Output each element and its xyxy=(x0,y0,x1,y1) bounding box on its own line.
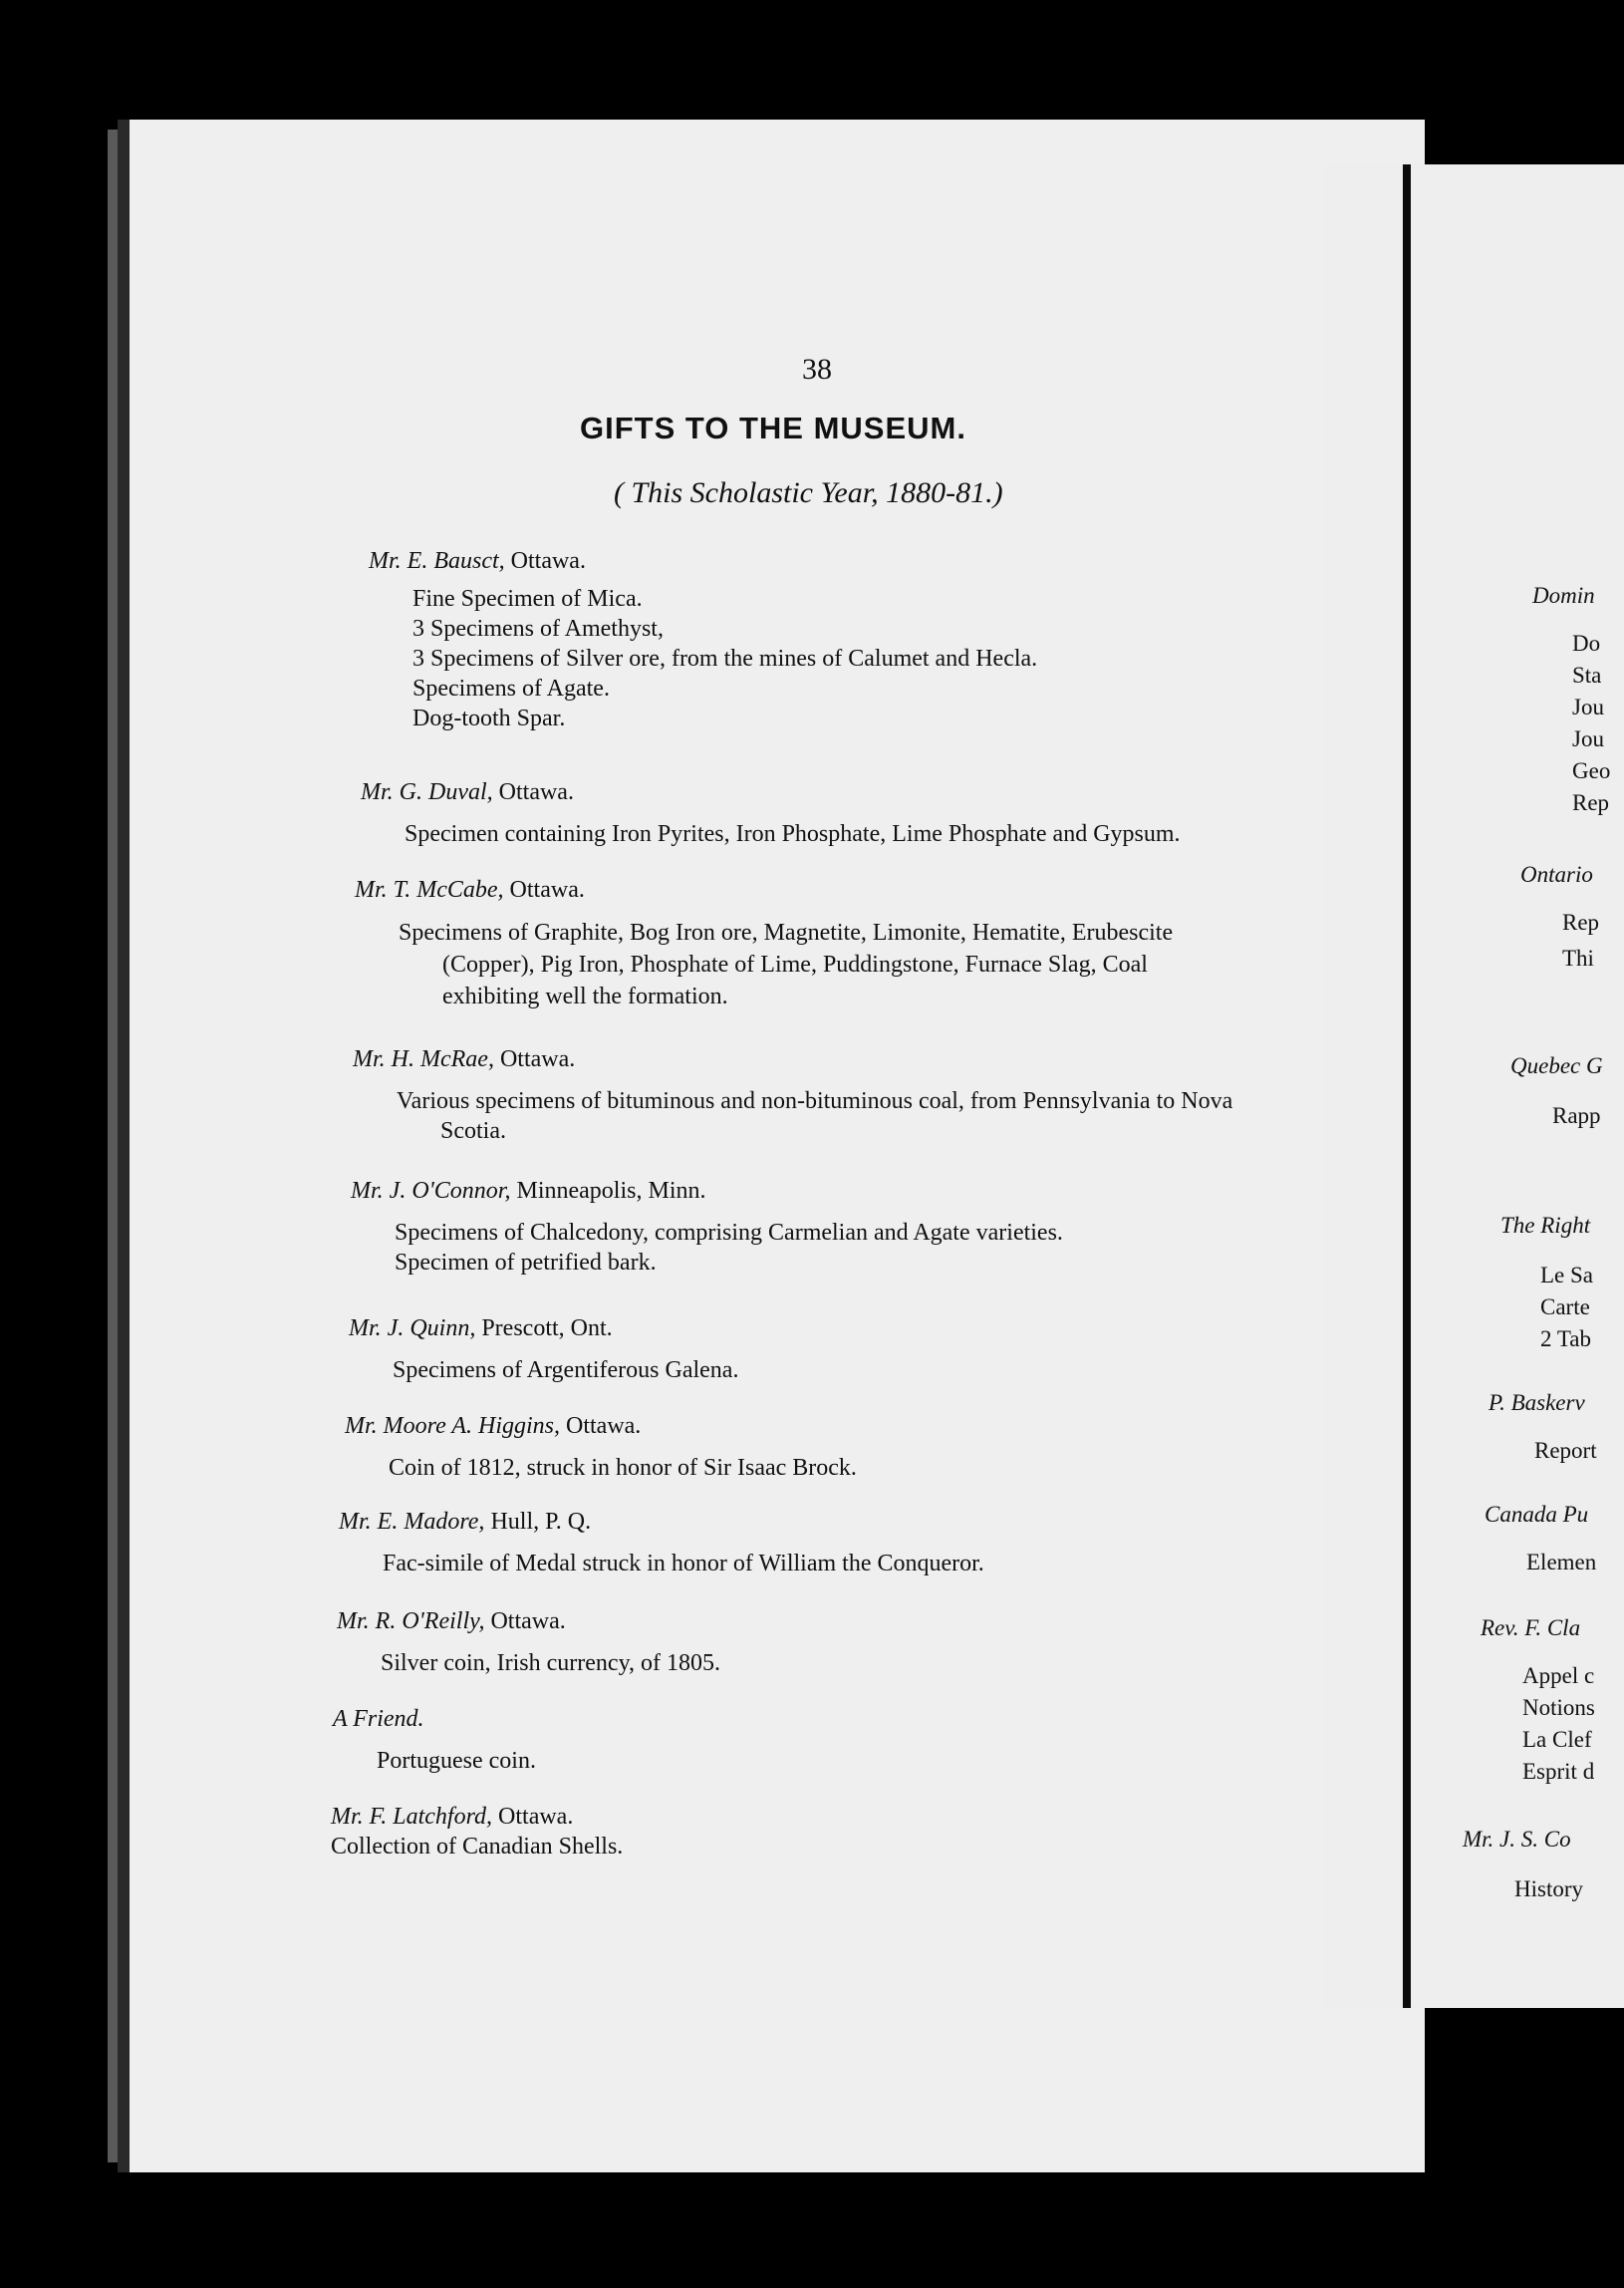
donor-name: Mr. J. Quinn, xyxy=(349,1315,476,1341)
gift-entry xyxy=(369,546,1265,733)
right-page-line: La Clef xyxy=(1522,1727,1592,1752)
gift-entry xyxy=(361,777,1277,849)
gutter-line xyxy=(1403,164,1411,2008)
donor-name: Mr. Moore A. Higgins, xyxy=(345,1413,560,1439)
gift-entry xyxy=(345,1411,1241,1483)
gift-item: Specimens of Graphite, Bog Iron ore, Magnetite, Limonite, Hematite, Erubescite (Copper), Pig Iron, Phosphate of Lime, Puddingstone, Furnace Slag, Coal exhibiting well the formation. xyxy=(399,920,1174,1009)
gift-item: 3 Specimens of Amethyst, xyxy=(412,616,664,642)
gift-item: Specimens of Chalcedony, comprising Carmelian and Agate varieties. xyxy=(395,1220,1063,1246)
donor-name: Mr. G. Duval, xyxy=(361,779,493,805)
donor-place: Prescott, Ont. xyxy=(475,1315,613,1341)
donor-name: Mr. T. McCabe, xyxy=(355,877,504,903)
right-page-line: The Right xyxy=(1500,1213,1591,1238)
gift-item: Silver coin, Irish currency, of 1805. xyxy=(381,1650,721,1676)
right-page-line: Le Sa xyxy=(1540,1263,1594,1287)
gift-item: Coin of 1812, struck in honor of Sir Isaac Brock. xyxy=(389,1455,857,1481)
gift-entry xyxy=(331,1802,1227,1861)
gift-item: Dog-tooth Spar. xyxy=(412,706,566,731)
page-subtitle: ( This Scholastic Year, 1880-81.) xyxy=(614,476,1003,509)
gift-item: Fine Specimen of Mica. xyxy=(412,586,643,612)
gift-item: Various specimens of bituminous and non-bituminous coal, from Pennsylvania to Nova Scotia. xyxy=(397,1088,1233,1144)
gift-item: Specimens of Argentiferous Galena. xyxy=(393,1357,739,1383)
gift-entry xyxy=(339,1507,1255,1578)
donor-name: Mr. E. Madore, xyxy=(339,1509,485,1535)
donor-place: Ottawa. xyxy=(504,548,586,574)
donor-place: Ottawa. xyxy=(492,779,574,805)
right-page-line: P. Baskerv xyxy=(1489,1390,1585,1415)
right-page-line: Esprit d xyxy=(1522,1759,1595,1784)
right-page-line: Rapp xyxy=(1552,1103,1601,1128)
donor-name: Mr. R. O'Reilly, xyxy=(337,1608,485,1634)
gift-item: Specimen containing Iron Pyrites, Iron Phosphate, Lime Phosphate and Gypsum. xyxy=(405,821,1181,847)
right-page-line: Elemen xyxy=(1526,1550,1597,1574)
gift-entry xyxy=(353,1044,1249,1146)
page-title: GIFTS TO THE MUSEUM. xyxy=(580,411,966,445)
donor-name: Mr. H. McRae, xyxy=(353,1046,494,1072)
right-page-line: Jou xyxy=(1572,726,1604,751)
gift-entry xyxy=(349,1313,1245,1385)
right-page-line: Report xyxy=(1534,1438,1597,1463)
donor-place: Ottawa. xyxy=(484,1608,566,1634)
gift-entry xyxy=(337,1606,1233,1678)
gift-entry xyxy=(333,1704,1229,1776)
donor-name: Mr. F. Latchford, xyxy=(331,1804,493,1830)
donor-name: Mr. E. Bausct, xyxy=(369,548,505,574)
donor-place: Ottawa. xyxy=(560,1413,642,1439)
donor-name: A Friend. xyxy=(333,1706,424,1732)
donor-place: Hull, P. Q. xyxy=(484,1509,592,1535)
right-page-line: Carte xyxy=(1540,1294,1590,1319)
right-page-line: Ontario xyxy=(1520,862,1593,887)
donor-place: Minneapolis, Minn. xyxy=(510,1178,706,1204)
right-page-line: Sta xyxy=(1572,663,1602,688)
right-page-line: Rep xyxy=(1562,910,1600,935)
donor-place: Ottawa. xyxy=(492,1804,574,1830)
gift-entry xyxy=(355,875,1231,1012)
gift-entry xyxy=(351,1176,1247,1278)
gift-item: Fac-simile of Medal struck in honor of William the Conqueror. xyxy=(383,1551,984,1576)
right-page-column xyxy=(1413,164,1612,2008)
gift-item: Portuguese coin. xyxy=(377,1748,536,1774)
donor-place: Ottawa. xyxy=(493,1046,576,1072)
donor-name: Mr. J. O'Connor, xyxy=(351,1178,511,1204)
right-page-line: Jou xyxy=(1572,695,1604,719)
right-page-line: History xyxy=(1514,1876,1583,1901)
right-page-line: Domin xyxy=(1532,583,1595,608)
right-page-line: Thi xyxy=(1562,946,1594,971)
donor-place: Ottawa. xyxy=(503,877,585,903)
right-page-line: Quebec G xyxy=(1510,1053,1603,1078)
right-page-line: Mr. J. S. Co xyxy=(1463,1827,1571,1852)
page-edge xyxy=(108,130,118,2162)
right-page-line: Canada Pu xyxy=(1485,1502,1589,1527)
page-number: 38 xyxy=(802,353,832,386)
gift-item: 3 Specimens of Silver ore, from the mines of Calumet and Hecla. xyxy=(412,646,1038,672)
gift-item: Collection of Canadian Shells. xyxy=(331,1834,624,1859)
right-page-line: Do xyxy=(1572,631,1601,656)
right-page-line: Geo xyxy=(1572,758,1611,783)
right-page-line: Notions xyxy=(1522,1695,1595,1720)
right-page-line: Rev. F. Cla xyxy=(1481,1615,1581,1640)
right-page-line: 2 Tab xyxy=(1540,1326,1591,1351)
right-page-line: Rep xyxy=(1572,790,1610,815)
right-page-line: Appel c xyxy=(1522,1663,1595,1688)
gift-item: Specimens of Agate. xyxy=(412,676,610,702)
gift-item: Specimen of petrified bark. xyxy=(395,1250,657,1276)
